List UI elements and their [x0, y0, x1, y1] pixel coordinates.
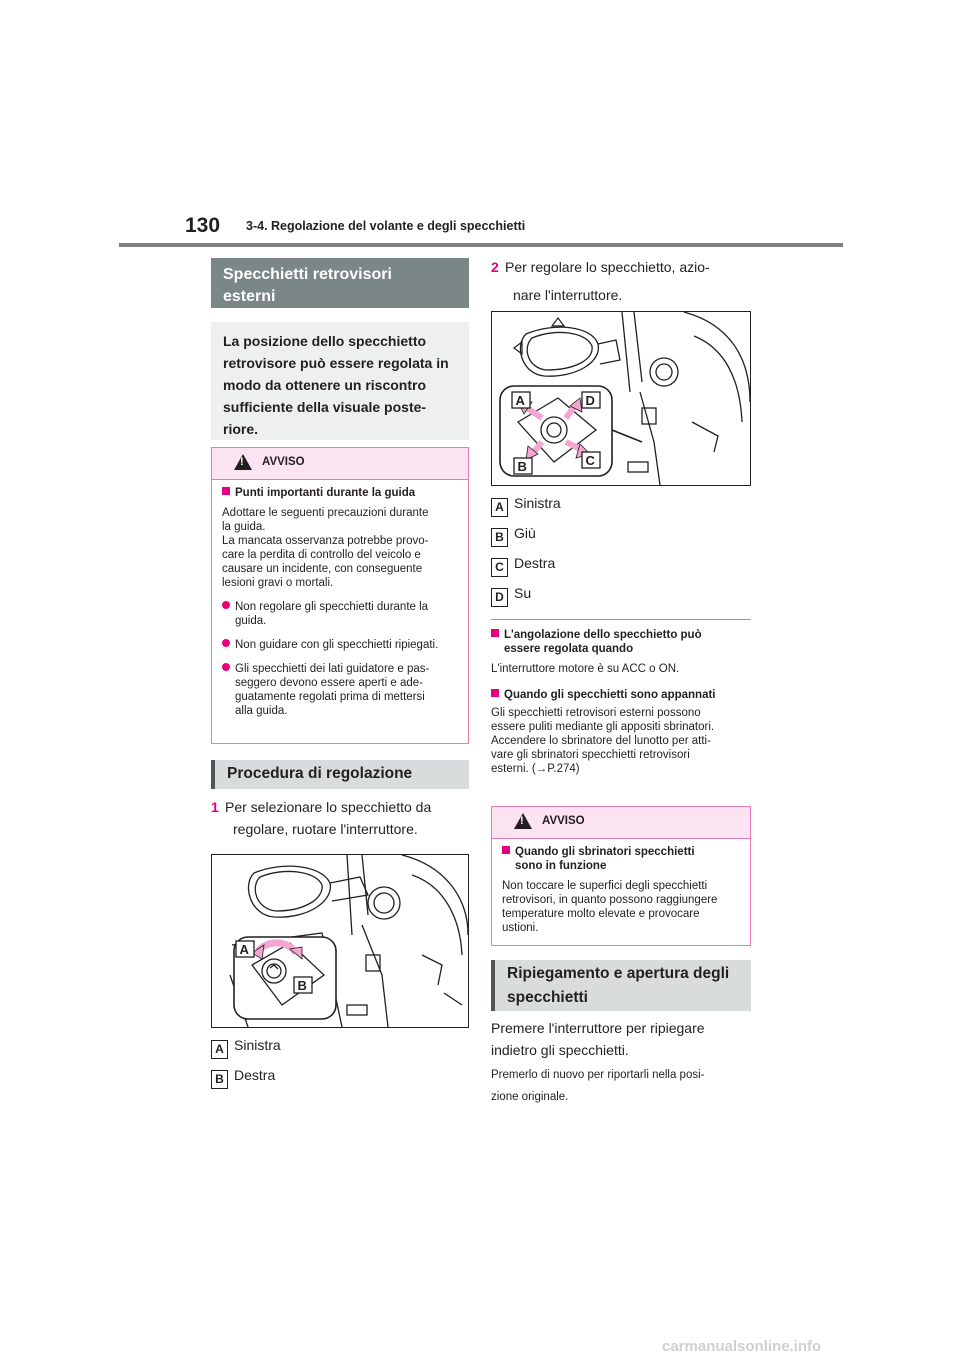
- legend-item: [211, 1064, 469, 1086]
- warning-text: [222, 506, 458, 590]
- figure2-label-c: C: [585, 453, 595, 468]
- warning-bullet: [222, 600, 458, 628]
- warning-body: [212, 480, 468, 724]
- note-body-line: Gli specchietti retrovisori esterni possono: [491, 707, 701, 719]
- warning-header: [492, 807, 750, 839]
- warning-heading-text: Punti importanti durante la guida: [235, 487, 416, 499]
- bullet-line: guida.: [235, 615, 267, 627]
- note-fogged-mirrors: [491, 688, 751, 776]
- bullet-line: Non guidare con gli specchietti ripiegati.: [235, 639, 439, 651]
- warning-heading: [502, 845, 740, 859]
- legend-item: [491, 552, 751, 574]
- square-bullet-icon: [502, 846, 510, 854]
- warning-text-line: causare un incidente, con conseguente: [222, 563, 423, 575]
- warning-body: [492, 839, 750, 941]
- note-heading: [491, 628, 751, 642]
- note-body-line: Accendere lo sbrinatore del lunotto per atti-: [491, 735, 711, 747]
- step-text: regolare, ruotare l'interruttore.: [233, 821, 418, 837]
- section-title-line: Ripiegamento e apertura degli: [507, 965, 730, 982]
- legend-text: Giù: [514, 525, 536, 541]
- legend-figure2: [491, 492, 751, 604]
- bullet-line: Non regolare gli specchietti durante la: [235, 601, 429, 613]
- intro-line: La posizione dello specchietto: [223, 333, 427, 349]
- warning-label: AVVISO: [542, 815, 585, 827]
- fold-note-line: Premerlo di nuovo per riportarli nella posi-: [491, 1069, 705, 1081]
- section-title-text: Procedura di regolazione: [227, 765, 413, 782]
- note-adjust-condition: [491, 628, 751, 676]
- warning-bullet: [222, 662, 458, 718]
- legend-text: Destra: [514, 555, 556, 571]
- legend-key: C: [491, 558, 508, 577]
- figure1-illustration: [212, 855, 468, 1027]
- dot-bullet-icon: [222, 663, 230, 671]
- legend-text: Su: [514, 585, 532, 601]
- page-number: 130: [185, 214, 221, 237]
- bullet-line: seggero devono essere aperti e ade-: [235, 677, 423, 689]
- legend-key: A: [211, 1040, 228, 1059]
- legend-text: Sinistra: [234, 1037, 281, 1053]
- step-1: [211, 796, 469, 840]
- section-title-folding: [491, 960, 751, 1011]
- warning-box-defrosters: [491, 806, 751, 946]
- warning-icon: [514, 813, 532, 829]
- intro-line: retrovisore può essere regolata in: [223, 355, 449, 371]
- chapter-title: 3-4. Regolazione del volante e degli specchietti: [246, 219, 526, 233]
- figure1-label-b: B: [297, 978, 307, 993]
- bullet-line: alla guida.: [235, 705, 288, 717]
- intro-line: sufficiente della visuale poste-: [223, 399, 427, 415]
- note-body-line: vare gli sbrinatori specchietti retrovisori: [491, 749, 690, 761]
- legend-key: D: [491, 588, 508, 607]
- intro-box: [211, 322, 469, 440]
- warning-text-line: La mancata osservanza potrebbe provo-: [222, 535, 429, 547]
- figure2-illustration: [492, 312, 750, 485]
- note-heading-text: essere regolata quando: [504, 643, 634, 655]
- warning-heading: [222, 486, 458, 500]
- watermark: carmanualsonline.info: [662, 1338, 822, 1355]
- warning-text-line: temperature molto elevate e provocare: [502, 908, 700, 920]
- divider: [491, 619, 751, 620]
- legend-key: B: [211, 1070, 228, 1089]
- legend-text: Destra: [234, 1067, 276, 1083]
- step-number: 1: [211, 799, 219, 815]
- note-body-line: esterni. (→P.274): [491, 763, 580, 775]
- step-text: Per selezionare lo specchietto da: [225, 799, 432, 815]
- warning-text-line: ustioni.: [502, 922, 539, 934]
- figure-mirror-adjust-switch: [491, 311, 751, 486]
- note-body-line: essere puliti mediante gli appositi sbrinatori.: [491, 721, 715, 733]
- dot-bullet-icon: [222, 601, 230, 609]
- fold-text-line: indietro gli specchietti.: [491, 1042, 629, 1058]
- figure2-label-b: B: [517, 459, 527, 474]
- note-heading-text: L'angolazione dello specchietto può: [504, 629, 702, 641]
- warning-header: [212, 448, 468, 480]
- square-bullet-icon: [491, 689, 499, 697]
- warning-text-line: Non toccare le superfici degli specchietti: [502, 880, 708, 892]
- fold-instruction: [491, 1017, 751, 1061]
- header-rule: [119, 243, 843, 247]
- section-title-line: Specchietti retrovisori: [223, 266, 392, 283]
- bullet-line: Gli specchietti dei lati guidatore e pas-: [235, 663, 430, 675]
- fold-note-line: zione originale.: [491, 1091, 569, 1103]
- fold-text-line: Premere l'interruttore per ripiegare: [491, 1020, 705, 1036]
- warning-heading-text: Quando gli sbrinatori specchietti: [515, 846, 695, 858]
- step-text: Per regolare lo specchietto, azio-: [505, 259, 710, 275]
- figure2-label-d: D: [585, 393, 595, 408]
- warning-text-line: retrovisori, in quanto possono raggiungere: [502, 894, 718, 906]
- fold-note: [491, 1064, 751, 1108]
- square-bullet-icon: [491, 629, 499, 637]
- step-text: nare l'interruttore.: [513, 287, 623, 303]
- dot-bullet-icon: [222, 639, 230, 647]
- warning-box-driving: [211, 447, 469, 744]
- section-title-procedure: [211, 760, 469, 789]
- legend-figure1: [211, 1034, 469, 1086]
- warning-text-line: Adottare le seguenti precauzioni durante: [222, 507, 429, 519]
- section-title-line: specchietti: [507, 989, 588, 1006]
- note-body: L'interruttore motore è su ACC o ON.: [491, 663, 680, 675]
- note-heading-text: Quando gli specchietti sono appannati: [504, 689, 716, 701]
- legend-item: [211, 1034, 469, 1056]
- note-heading: [491, 688, 751, 702]
- figure-mirror-select-switch: [211, 854, 469, 1028]
- step-2: [491, 256, 751, 306]
- figure1-label-a: A: [239, 942, 249, 957]
- intro-line: modo da ottenere un riscontro: [223, 377, 427, 393]
- warning-icon: [234, 454, 252, 470]
- intro-line: riore.: [223, 421, 259, 437]
- legend-item: [491, 492, 751, 514]
- bullet-line: guatamente regolati prima di mettersi: [235, 691, 425, 703]
- legend-key: A: [491, 498, 508, 517]
- legend-item: [491, 582, 751, 604]
- figure2-label-a: A: [515, 393, 525, 408]
- legend-key: B: [491, 528, 508, 547]
- legend-item: [491, 522, 751, 544]
- legend-text: Sinistra: [514, 495, 561, 511]
- warning-heading-text: sono in funzione: [515, 860, 607, 872]
- step-number: 2: [491, 259, 499, 275]
- section-title-line: esterni: [223, 288, 276, 305]
- warning-text-line: care la perdita di controllo del veicolo e: [222, 549, 421, 561]
- warning-text-line: la guida.: [222, 521, 266, 533]
- warning-bullet: [222, 638, 458, 652]
- warning-label: AVVISO: [262, 456, 305, 468]
- section-title-exterior-mirrors: [211, 258, 469, 308]
- square-bullet-icon: [222, 487, 230, 495]
- warning-text-line: lesioni gravi o mortali.: [222, 577, 334, 589]
